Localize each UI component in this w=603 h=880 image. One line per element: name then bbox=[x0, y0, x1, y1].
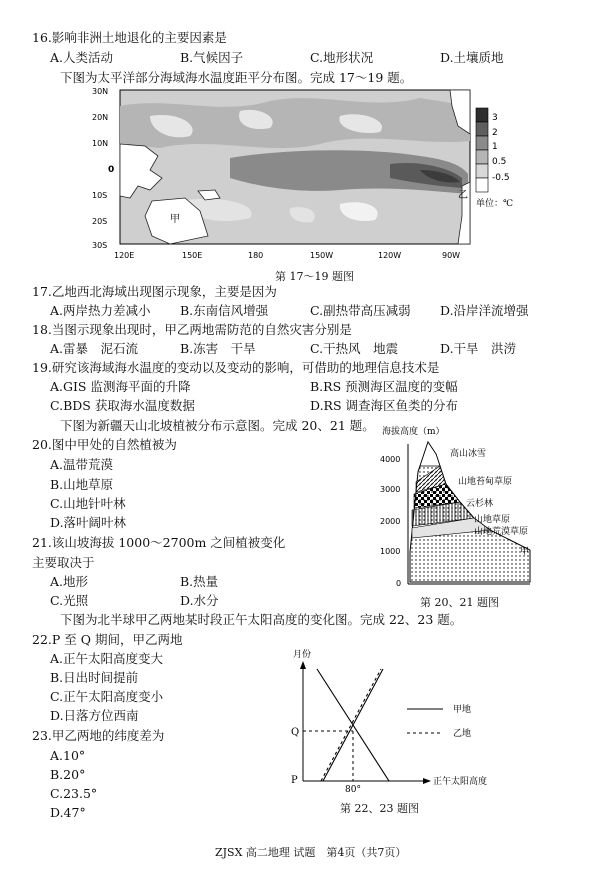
lon-label: 90W bbox=[442, 251, 461, 260]
q18-option-d: D.干旱 洪涝 bbox=[440, 341, 517, 356]
zone-label: 高山冰雪 bbox=[450, 449, 487, 459]
lat-label: 10S bbox=[92, 191, 108, 200]
q18-option-b: B.冻害 干旱 bbox=[180, 341, 256, 356]
svg-text:1: 1 bbox=[492, 142, 498, 152]
svg-text:-0.5: -0.5 bbox=[492, 173, 510, 183]
q21-option-d: D.水分 bbox=[180, 593, 219, 608]
legend-yi: 乙地 bbox=[453, 729, 472, 739]
lat-label: 20S bbox=[92, 217, 108, 226]
lat-label: 10N bbox=[92, 139, 109, 148]
q22-stem: 22.P 至 Q 期间，甲乙两地 bbox=[32, 632, 183, 647]
q16-option-d: D.土壤质地 bbox=[440, 50, 504, 65]
legend-unit: 单位：℃ bbox=[476, 199, 514, 209]
q20-option-a: A.温带荒漠 bbox=[50, 457, 114, 472]
y-axis-title: 月份 bbox=[293, 650, 312, 660]
lon-label: 150E bbox=[182, 251, 203, 260]
q22-option-d: D.日落方位西南 bbox=[50, 708, 139, 723]
map-caption: 第 17～19 题图 bbox=[275, 270, 354, 283]
mountain-vegetation-diagram bbox=[370, 422, 545, 592]
q23-option-a: A.10° bbox=[50, 748, 86, 763]
series-yi bbox=[321, 669, 381, 781]
zone-label: 山地苔甸草原 bbox=[458, 477, 513, 487]
q17-option-c: C.副热带高压减弱 bbox=[310, 303, 411, 318]
intro-22-23: 下图为北半球甲乙两地某时段正午太阳高度的变化图。完成 22、23 题。 bbox=[60, 612, 463, 627]
mountain-caption: 第 20、21 题图 bbox=[420, 596, 499, 609]
q20-option-b: B.山地草原 bbox=[50, 477, 114, 492]
zone-label: 山地草原 bbox=[474, 515, 511, 525]
q19-option-d: D.RS 调查海区鱼类的分布 bbox=[310, 398, 458, 413]
svg-text:0.5: 0.5 bbox=[492, 157, 507, 167]
tick-label: 1000 bbox=[380, 547, 401, 556]
lon-label: 180 bbox=[248, 251, 264, 260]
q21-stem-cont: 主要取决于 bbox=[32, 555, 95, 570]
q16-option-b: B.气候因子 bbox=[180, 50, 244, 65]
q20-option-c: C.山地针叶林 bbox=[50, 496, 126, 511]
q21-option-c: C.光照 bbox=[50, 593, 89, 608]
q19-stem: 19.研究该海域海水温度的变动以及变动的影响，可借助的地理信息技术是 bbox=[32, 360, 440, 375]
lon-label: 150W bbox=[310, 251, 334, 260]
q23-stem: 23.甲乙两地的纬度差为 bbox=[32, 728, 165, 743]
q-label: Q bbox=[291, 727, 300, 738]
intro-17-19: 下图为太平洋部分海域海水温度距平分布图。完成 17～19 题。 bbox=[60, 70, 413, 85]
q19-option-c: C.BDS 获取海水温度数据 bbox=[50, 398, 195, 413]
q22-option-b: B.日出时间提前 bbox=[50, 670, 139, 685]
tick-label: 3000 bbox=[380, 485, 401, 494]
lat-label: 30S bbox=[92, 241, 108, 250]
q22-option-c: C.正午太阳高度变小 bbox=[50, 689, 164, 704]
q17-option-a: A.两岸热力差减小 bbox=[50, 303, 151, 318]
q23-option-d: D.47° bbox=[50, 805, 86, 820]
q17-option-b: B.东南信风增强 bbox=[180, 303, 269, 318]
q21-option-b: B.热量 bbox=[180, 574, 219, 589]
q19-option-b: B.RS 预测海区温度的变幅 bbox=[310, 379, 458, 394]
svg-text:2: 2 bbox=[492, 128, 498, 138]
zone-label: 云杉林 bbox=[466, 499, 494, 509]
q18-stem: 18.当图示现象出现时，甲乙两地需防范的自然灾害分别是 bbox=[32, 322, 352, 337]
p-label: P bbox=[291, 775, 298, 786]
q23-option-b: B.20° bbox=[50, 767, 86, 782]
series-yi-solid bbox=[323, 669, 383, 781]
q17-stem: 17.乙地西北海域出现图示现象，主要是因为 bbox=[32, 284, 277, 299]
q21-option-a: A.地形 bbox=[50, 574, 89, 589]
q19-option-a: A.GIS 监测海平面的升降 bbox=[50, 379, 191, 394]
zone-label: 山地荒漠草原 bbox=[474, 527, 529, 537]
q16-option-c: C.地形状况 bbox=[310, 50, 374, 65]
q23-option-c: C.23.5° bbox=[50, 786, 98, 801]
q20-stem: 20.图中甲处的自然植被为 bbox=[32, 437, 177, 452]
map-legend bbox=[476, 108, 513, 209]
lat-label: 0 bbox=[108, 165, 115, 175]
lon-label: 120E bbox=[114, 251, 135, 260]
lat-label: 20N bbox=[92, 113, 109, 122]
lat-label: 30N bbox=[92, 87, 109, 96]
svg-text:3: 3 bbox=[492, 113, 498, 123]
sst-anomaly-map bbox=[90, 86, 520, 266]
label-yi: 乙 bbox=[458, 190, 468, 201]
tick-label: 4000 bbox=[380, 455, 401, 464]
x-mark: 80° bbox=[345, 785, 361, 795]
q18-option-c: C.干热风 地震 bbox=[310, 341, 399, 356]
sun-chart-caption: 第 22、23 题图 bbox=[340, 802, 419, 815]
y-axis-title: 海拔高度（m） bbox=[382, 427, 445, 437]
x-axis-title: 正午太阳高度 bbox=[433, 777, 488, 787]
q21-stem: 21.该山坡海拔 1000～2700m 之间植被变化 bbox=[32, 535, 286, 550]
intro-20-21: 下图为新疆天山北坡植被分布示意图。完成 20、21 题。 bbox=[60, 418, 375, 433]
sun-altitude-chart bbox=[285, 645, 520, 795]
q22-option-a: A.正午太阳高度变大 bbox=[50, 651, 164, 666]
tick-label: 0 bbox=[396, 579, 402, 588]
lon-label: 120W bbox=[378, 251, 402, 260]
label-jia: 甲 bbox=[170, 214, 180, 225]
q18-option-a: A.雷暴 泥石流 bbox=[50, 341, 139, 356]
zone-label: 甲 bbox=[520, 547, 530, 557]
page-footer: ZJSX 高二地理 试题 第4页（共7页） bbox=[215, 846, 407, 859]
legend-jia: 甲地 bbox=[453, 705, 472, 715]
q20-option-d: D.落叶阔叶林 bbox=[50, 515, 127, 530]
q16-stem: 16.影响非洲土地退化的主要因素是 bbox=[32, 30, 227, 45]
q16-option-a: A.人类活动 bbox=[50, 50, 114, 65]
q17-option-d: D.沿岸洋流增强 bbox=[440, 303, 529, 318]
tick-label: 2000 bbox=[380, 517, 401, 526]
